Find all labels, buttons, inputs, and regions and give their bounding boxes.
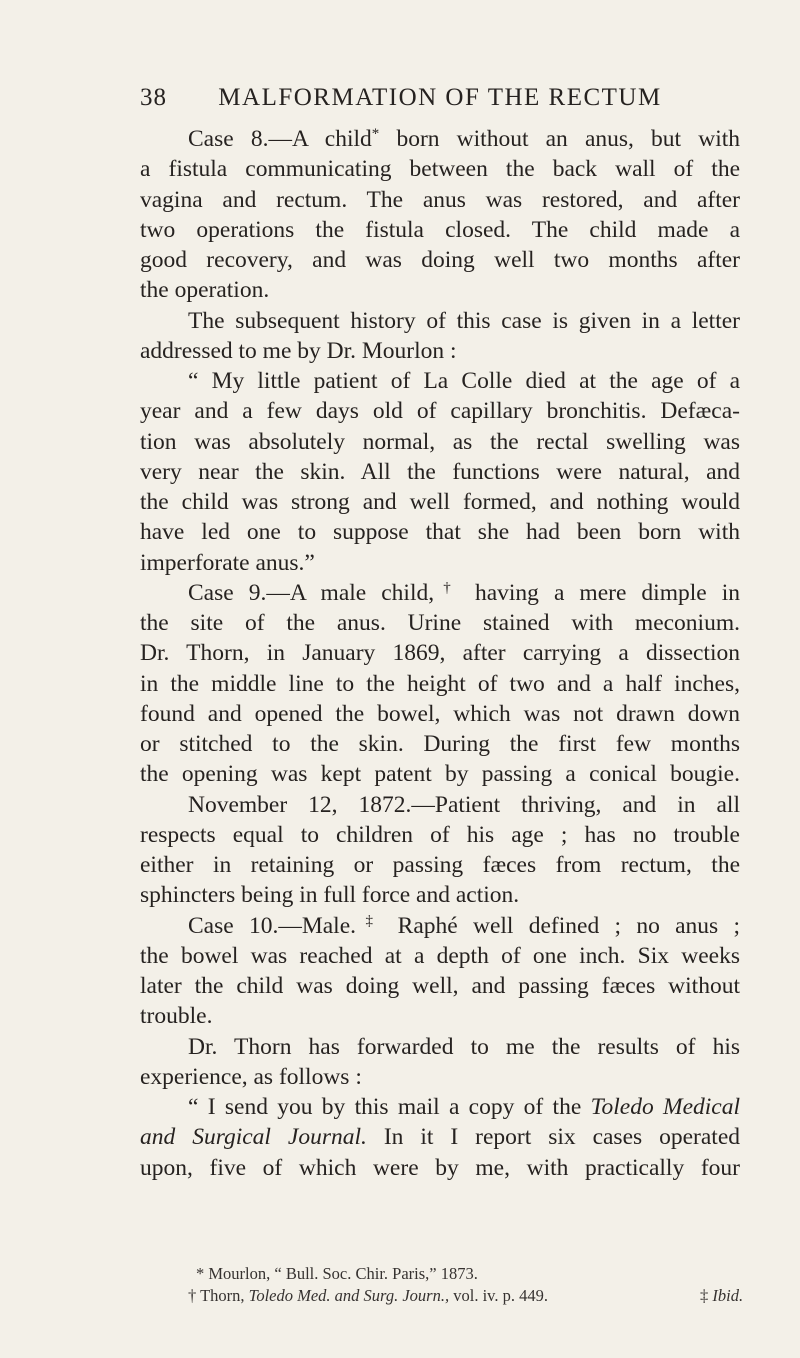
footnote: * Mourlon, “ Bull. Soc. Chir. Paris,” 1873. — [196, 1264, 478, 1283]
footnote-mark: ‡ — [356, 912, 383, 929]
text-line: found and opened the bowel, which was not drawn down — [140, 700, 740, 727]
text-line: experience, as follows : — [140, 1063, 362, 1090]
text-line: very near the skin. All the functions were natural, and — [140, 458, 740, 485]
footnote-mark: * — [371, 126, 380, 142]
text-line: trouble. — [140, 1003, 213, 1030]
text-line: November 12, 1872.—Patient thriving, and in all — [188, 791, 740, 818]
text-line: the child was strong and well formed, and nothing would — [140, 489, 740, 515]
text-line: Dr. Thorn has forwarded to me the results of his — [188, 1033, 740, 1060]
running-header — [140, 84, 740, 118]
page-number: 38 — [140, 84, 167, 111]
text-line: or stitched to the skin. During the first few months — [140, 731, 740, 757]
text-line: “ I send you by this mail a copy of the Toledo Medical — [188, 1094, 741, 1120]
text-line: respects equal to children of his age ; has no trouble — [140, 821, 740, 848]
text-line: upon, five of which were by me, with practically four — [140, 1154, 740, 1181]
case-label: Case 10. — [188, 912, 279, 939]
text-line: year and a few days old of capillary bronchitis. Defæca- — [140, 398, 740, 425]
text-line: the operation. — [140, 277, 270, 304]
journal-title: Toledo Medical — [590, 1094, 741, 1120]
text-line: have led one to suppose that she had been born with — [140, 519, 740, 546]
text-line: good recovery, and was doing well two months after — [140, 247, 740, 273]
case-label: Case 9. — [188, 579, 267, 606]
body-text — [140, 124, 740, 1183]
text-line: Case 8.—A child* born without an anus, but with — [188, 126, 741, 152]
text-line: later the child was doing well, and passing fæces without — [140, 973, 740, 999]
text-line: Case 10.—Male.‡ Raphé well defined ; no anus ; — [188, 912, 741, 939]
text-line: in the middle line to the height of two and a half inches, — [140, 670, 740, 697]
text-line: imperforate anus.” — [140, 549, 315, 576]
journal-title: and Surgical Journal. — [140, 1124, 367, 1151]
case-label: Case 8. — [188, 126, 269, 152]
text-line: either in retaining or passing fæces from rectum, the — [140, 852, 740, 878]
footnote: ‡ Ibid. — [700, 1286, 744, 1305]
text-line: vagina and rectum. The anus was restored, and after — [140, 186, 740, 213]
text-line: the bowel was reached at a depth of one inch. Six weeks — [140, 942, 740, 969]
text-line: sphincters being in full force and action. — [140, 882, 520, 909]
footnote: † Thorn, Toledo Med. and Surg. Journ., vol. iv. p. 449. ‡ Ibid. — [188, 1286, 744, 1305]
text-line: tion was absolutely normal, as the rectal swelling was — [140, 428, 740, 455]
text-line: two operations the fistula closed. The child made a — [140, 216, 740, 243]
text-line: a fistula communicating between the back wall of the — [140, 156, 740, 183]
text-line: The subsequent history of this case is given in a letter — [188, 307, 740, 334]
text-line: addressed to me by Dr. Mourlon : — [140, 337, 457, 364]
footnotes — [140, 1263, 744, 1307]
text-line: the site of the anus. Urine stained with meconium. — [140, 610, 740, 636]
text-line: Case 9.—A male child,† having a mere dimple in — [188, 579, 740, 606]
text-line: “ My little patient of La Colle died at the age of a — [188, 368, 740, 394]
text-line: the opening was kept patent by passing a conical bougie. — [140, 761, 740, 788]
text-line: Dr. Thorn, in January 1869, after carrying a dissection — [140, 640, 740, 667]
footnote-mark: † — [434, 579, 460, 596]
text-line: and Surgical Journal. In it I report six cases operated — [140, 1124, 740, 1151]
running-title: MALFORMATION OF THE RECTUM — [218, 84, 662, 111]
